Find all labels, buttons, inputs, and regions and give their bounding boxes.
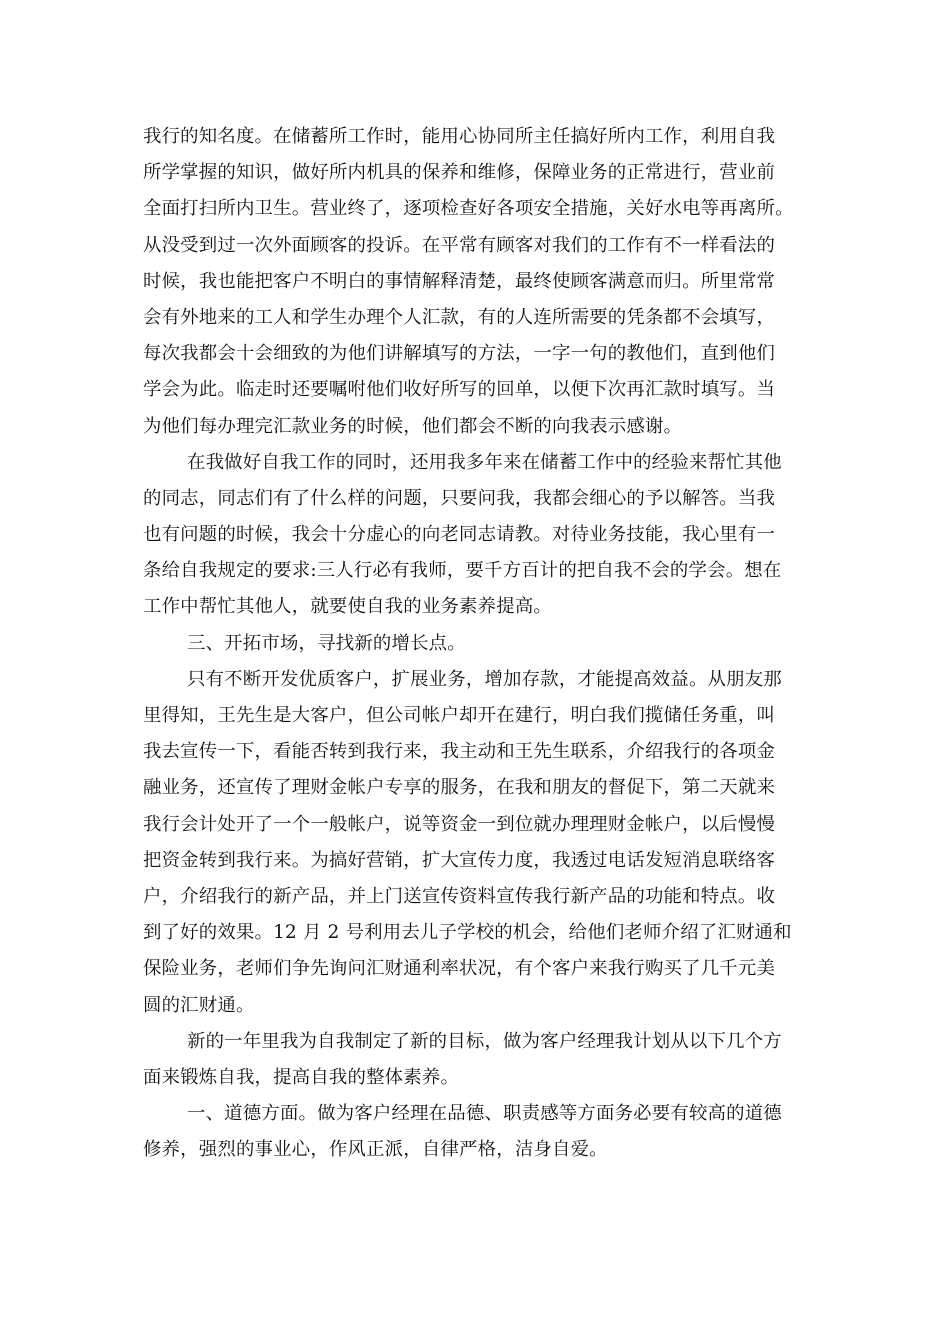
text-line: 里得知，王先生是大客户，但公司帐户却开在建行，明白我们揽储任务重，叫 — [143, 705, 776, 726]
text-line: 工作中帮忙其他人，就要使自我的业务素养提高。 — [143, 596, 552, 618]
text-line: 只有不断开发优质客户，扩展业务，增加存款，才能提高效益。从朋友那 — [187, 668, 782, 690]
text-line: 从没受到过一次外面顾客的投诉。在平常有顾客对我们的工作有不一样看法的 — [143, 234, 776, 256]
text-line: 圆的汇财通。 — [143, 994, 255, 1016]
text-line: 面来锻炼自我，提高自我的整体素养。 — [143, 1066, 460, 1088]
text-line: 学会为此。临走时还要嘱咐他们收好所写的回单，以便下次再汇款时填写。当 — [143, 379, 776, 401]
text-line: 修养，强烈的事业心，作风正派，自律严格，洁身自爱。 — [143, 1139, 608, 1161]
text-line: 一、道德方面。做为客户经理在品德、职责感等方面务必要有较高的道德 — [187, 1103, 782, 1125]
text-line: 户，介绍我行的新产品，并上门送宣传资料宣传我行新产品的功能和特点。收 — [143, 885, 776, 907]
text-line: 时候，我也能把客户不明白的事情解释清楚，最终使顾客满意而归。所里常常 — [143, 270, 776, 292]
text-line: 新的一年里我为自我制定了新的目标，做为客户经理我计划从以下几个方 — [187, 1030, 782, 1052]
text-line: 的同志，同志们有了什么样的问题，只要问我，我都会细心的予以解答。当我 — [143, 487, 776, 509]
text-line: 为他们每办理完汇款业务的时候，他们都会不断的向我表示感谢。 — [143, 415, 683, 437]
text-line: 把资金转到我行来。为搞好营销，扩大宣传力度，我透过电话发短消息联络客 — [143, 849, 776, 871]
text-line: 我行会计处开了一个一般帐户，说等资金一到位就办理理财金帐户，以后慢慢 — [143, 813, 776, 835]
text-line: 融业务，还宣传了理财金帐户专享的服务，在我和朋友的督促下，第二天就来 — [143, 777, 776, 799]
text-line: 每次我都会十会细致的为他们讲解填写的方法，一字一句的教他们，直到他们 — [143, 343, 776, 365]
text-line: 在我做好自我工作的同时，还用我多年来在储蓄工作中的经验来帮忙其他 — [187, 451, 782, 473]
text-line: 到了好的效果。12 月 2 号利用去儿子学校的机会，给他们老师介绍了汇财通和 — [143, 922, 792, 944]
text-line: 我去宣传一下，看能否转到我行来，我主动和王先生联系，介绍我行的各项金 — [143, 741, 776, 763]
text-line: 三、开拓市场，寻找新的增长点。 — [187, 632, 466, 654]
text-line: 也有问题的时候，我会十分虚心的向老同志请教。对待业务技能，我心里有一 — [143, 524, 776, 546]
text-line: 我行的知名度。在储蓄所工作时，能用心协同所主任搞好所内工作，利用自我 — [143, 126, 776, 147]
text-line: 会有外地来的工人和学生办理个人汇款，有的人连所需要的凭条都不会填写， — [143, 306, 776, 328]
text-line: 保险业务，老师们争先询问汇财通利率状况，有个客户来我行购买了几千元美 — [143, 958, 776, 980]
text-line: 所学掌握的知识，做好所内机具的保养和维修，保障业务的正常进行，营业前 — [143, 162, 776, 184]
body-text — [143, 119, 807, 1168]
text-line: 条给自我规定的要求:三人行必有我师，要千方百计的把自我不会的学会。想在 — [143, 560, 782, 582]
text-line: 全面打扫所内卫生。营业终了，逐项检查好各项安全措施，关好水电等再离所。 — [143, 198, 794, 220]
